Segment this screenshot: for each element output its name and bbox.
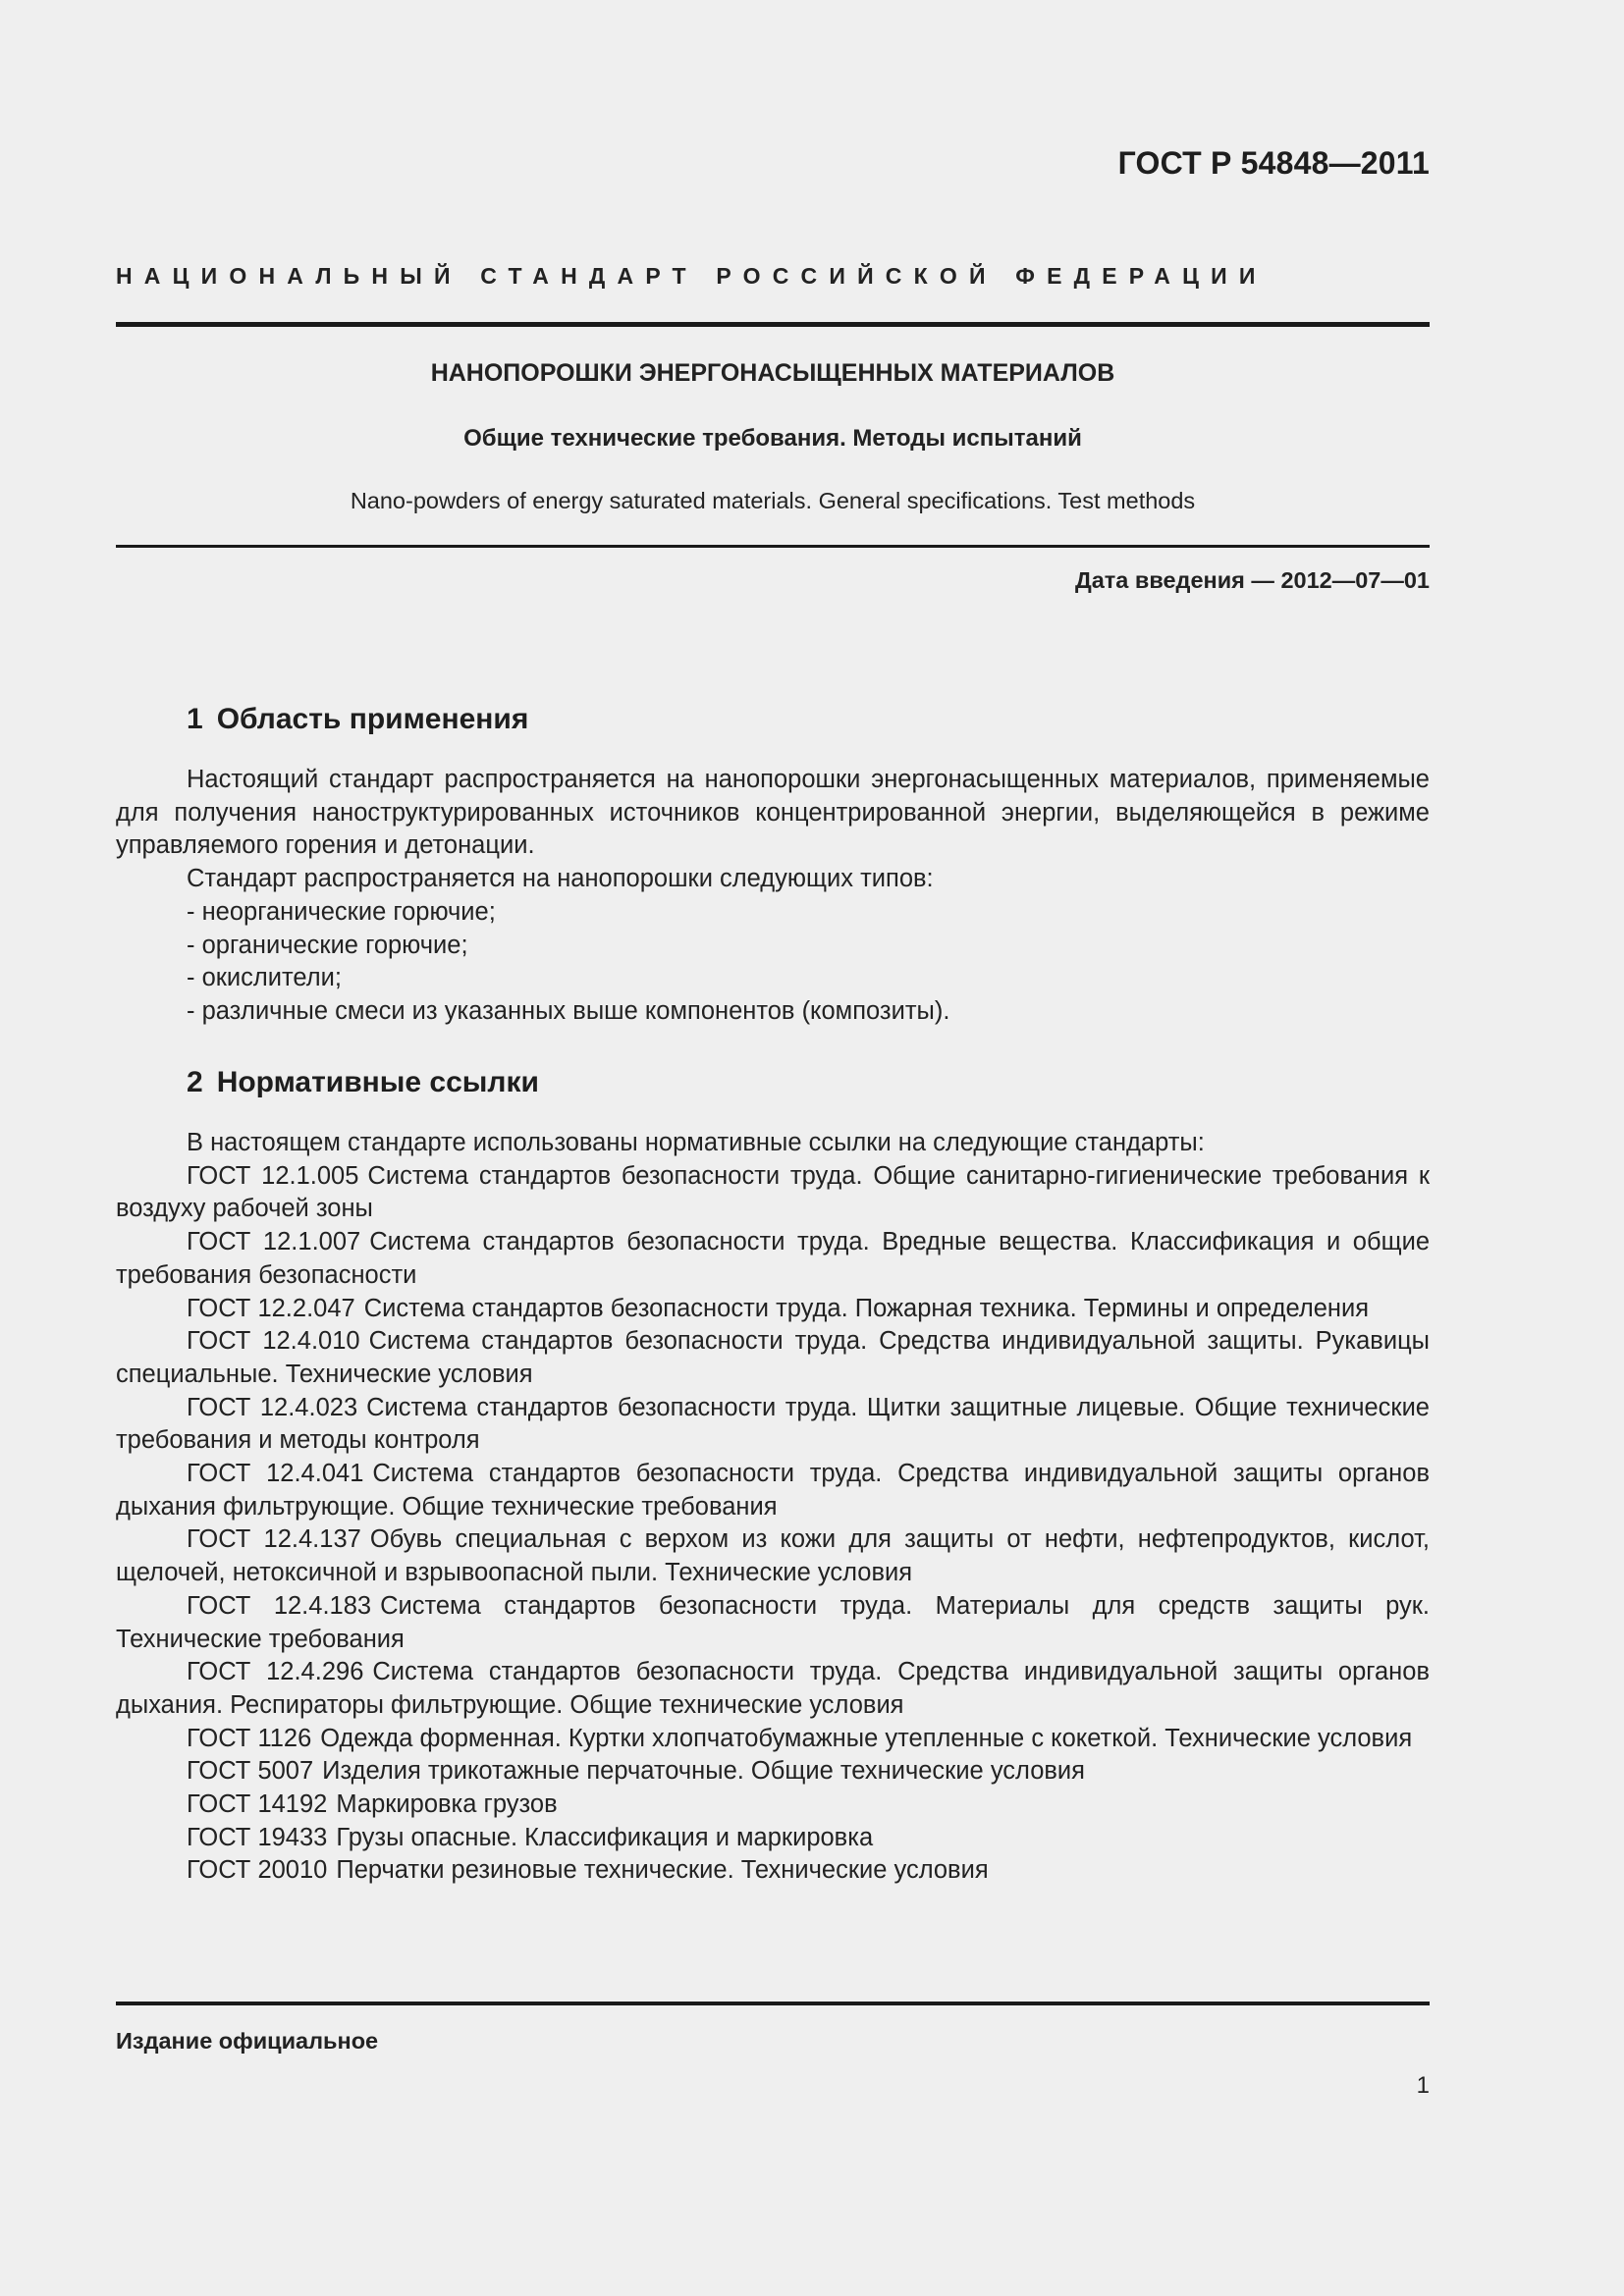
reference-item — [116, 1656, 1430, 1722]
reference-item — [116, 1723, 1430, 1756]
list-item: - неорганические горючие; — [187, 897, 496, 926]
section-1-heading — [187, 703, 528, 736]
english-title: Nano-powders of energy saturated materials. General specifications. Test methods — [350, 488, 1196, 513]
reference-item — [116, 1160, 1430, 1226]
reference-text: Система стандартов безопасности труда. Средства индивидуальной защиты органов дыхания фильтрующие. Общие технические требования — [116, 1460, 1430, 1521]
section-2-body — [116, 1127, 1430, 1888]
header-divider — [116, 322, 1430, 327]
reference-text: Одежда форменная. Куртки хлопчатобумажные утепленные с кокеткой. Технические условия — [320, 1724, 1413, 1752]
section-1-number: 1 — [187, 703, 203, 735]
reference-code: ГОСТ 19433 — [187, 1823, 328, 1851]
reference-item — [116, 1822, 1430, 1855]
reference-item — [116, 1392, 1430, 1458]
reference-item — [116, 1293, 1430, 1326]
section-2-intro: В настоящем стандарте использованы нормативные ссылки на следующие стандарты: — [187, 1129, 1205, 1156]
reference-text: Обувь специальная с верхом из кожи для защиты от нефти, нефтепродуктов, кислот, щелочей, нетоксичной и взрывоопасной пыли. Технические условия — [116, 1525, 1431, 1587]
reference-code: ГОСТ 12.1.005 — [187, 1161, 359, 1190]
reference-code: ГОСТ 5007 — [187, 1757, 314, 1786]
reference-text: Система стандартов безопасности труда. Вредные вещества. Классификация и общие требования безопасности — [116, 1228, 1430, 1289]
section-1-title: Область применения — [216, 703, 529, 735]
reference-item — [116, 1854, 1430, 1888]
reference-text: Система стандартов безопасности труда. Пожарная техника. Термины и определения — [363, 1294, 1370, 1322]
page-number: 1 — [1416, 2072, 1430, 2099]
reference-code: ГОСТ 12.1.007 — [187, 1228, 361, 1256]
reference-code: ГОСТ 12.2.047 — [187, 1294, 355, 1322]
reference-item — [116, 1226, 1430, 1292]
reference-code: ГОСТ 12.4.041 — [187, 1460, 364, 1488]
document-number: ГОСТ Р 54848—2011 — [1117, 145, 1430, 181]
reference-item — [116, 1325, 1430, 1391]
reference-code: ГОСТ 12.4.137 — [187, 1525, 361, 1554]
reference-code: ГОСТ 1126 — [187, 1724, 312, 1752]
reference-text: Изделия трикотажные перчаточные. Общие технические условия — [322, 1757, 1085, 1786]
reference-item — [116, 1458, 1430, 1523]
reference-text: Система стандартов безопасности труда. Общие санитарно-гигиенические требования к воздуху рабочей зоны — [116, 1161, 1431, 1223]
document-subtitle: Общие технические требования. Методы испытаний — [463, 425, 1082, 452]
reference-item — [116, 1590, 1430, 1656]
section-2-title: Нормативные ссылки — [216, 1066, 539, 1098]
national-standard-header: НАЦИОНАЛЬНЫЙ СТАНДАРТ РОССИЙСКОЙ ФЕДЕРАЦИИ — [116, 263, 1268, 289]
reference-text: Грузы опасные. Классификация и маркировка — [336, 1823, 874, 1851]
reference-code: ГОСТ 20010 — [187, 1856, 328, 1885]
introduction-date: Дата введения — 2012—07—01 — [1074, 567, 1430, 593]
list-item: - органические горючие; — [187, 931, 468, 959]
reference-code: ГОСТ 14192 — [187, 1790, 328, 1819]
section-1-body — [116, 764, 1430, 1029]
footer-divider — [116, 2002, 1430, 2005]
reference-item — [116, 1755, 1430, 1789]
reference-text: Система стандартов безопасности труда. Щитки защитные лицевые. Общие технические требования и методы контроля — [116, 1393, 1430, 1455]
section-2-number: 2 — [187, 1066, 203, 1098]
document-title: НАНОПОРОШКИ ЭНЕРГОНАСЫЩЕННЫХ МАТЕРИАЛОВ — [430, 359, 1115, 387]
section-2-heading — [187, 1066, 539, 1099]
reference-text: Система стандартов безопасности труда. Средства индивидуальной защиты. Рукавицы специальные. Технические условия — [116, 1327, 1430, 1388]
reference-code: ГОСТ 12.4.296 — [187, 1658, 364, 1686]
reference-code: ГОСТ 12.4.010 — [187, 1327, 360, 1356]
title-divider — [116, 545, 1430, 548]
reference-code: ГОСТ 12.4.183 — [187, 1591, 372, 1620]
reference-text: Перчатки резиновые технические. Технические условия — [336, 1856, 989, 1885]
reference-item — [116, 1523, 1430, 1589]
reference-code: ГОСТ 12.4.023 — [187, 1393, 358, 1421]
reference-text: Система стандартов безопасности труда. Материалы для средств защиты рук. Технические требования — [116, 1591, 1430, 1653]
reference-text: Маркировка грузов — [336, 1790, 558, 1819]
reference-text: Система стандартов безопасности труда. Средства индивидуальной защиты органов дыхания. Респираторы фильтрующие. Общие технические условия — [116, 1658, 1430, 1719]
list-item: - различные смеси из указанных выше компонентов (композиты). — [187, 996, 950, 1025]
section-1-paragraph: Настоящий стандарт распространяется на нанопорошки энергонасыщенных материалов, применяемые для получения наноструктурированных источников концентрированной энергии, выделяющейся в режиме управляемого горения и детонации. — [116, 766, 1430, 860]
official-edition-label: Издание официальное — [116, 2028, 379, 2054]
list-item: - окислители; — [187, 964, 342, 992]
section-1-paragraph: Стандарт распространяется на нанопорошки следующих типов: — [187, 865, 934, 893]
reference-item — [116, 1789, 1430, 1822]
